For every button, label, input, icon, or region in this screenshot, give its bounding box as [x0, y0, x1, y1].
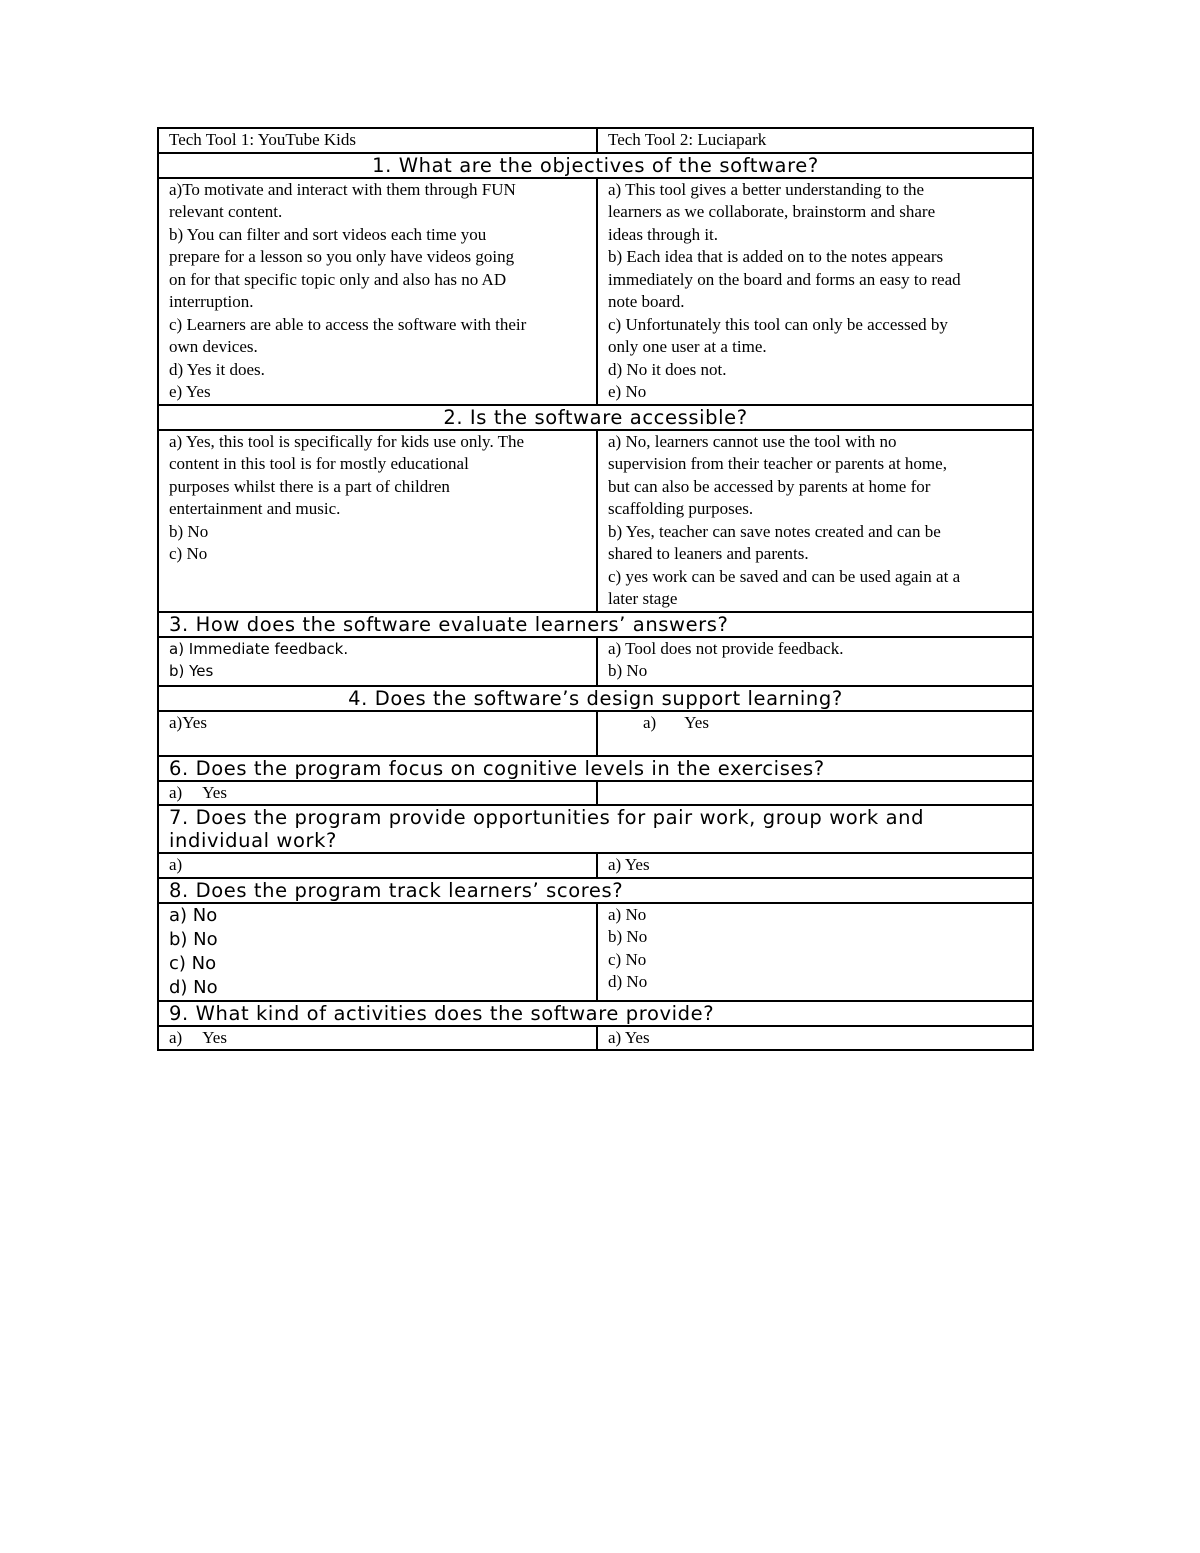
question-heading: 2. Is the software accessible?	[158, 405, 1033, 430]
tool1-answer: a)Yes	[158, 711, 597, 756]
tool1-answer: a)To motivate and interact with them through FUN relevant content. b) You can filter and sort videos each time you prepare for a lesson so you only have videos going on for that specific topic only and also has no AD interruption. c) Learners are able to access the software with their own devices. d) Yes it does. e) Yes	[158, 178, 597, 405]
tool1-answer: a)	[158, 853, 597, 878]
question-heading: 6. Does the program focus on cognitive levels in the exercises?	[158, 756, 1033, 781]
tool2-answer: a) This tool gives a better understanding to the learners as we collaborate, brainstorm and share ideas through it. b) Each idea that is added on to the notes appears immediately on the board and forms an easy to read note board. c) Unfortunately this tool can only be accessed by only one user at a time. d) No it does not. e) No	[597, 178, 1033, 405]
tool2-header: Tech Tool 2: Luciapark	[597, 128, 1033, 153]
answer-row	[158, 711, 1033, 756]
question-row	[158, 686, 1033, 711]
software-evaluation-table	[157, 127, 1034, 1051]
tool2-answer: a) No b) No c) No d) No	[597, 903, 1033, 1001]
question-heading: 7. Does the program provide opportunities for pair work, group work and individual work?	[158, 805, 1033, 853]
answer-row	[158, 178, 1033, 405]
tool2-answer: a) No, learners cannot use the tool with no supervision from their teacher or parents at home, but can also be accessed by parents at home for scaffolding purposes. b) Yes, teacher can save notes created and can be shared to leaners and parents. c) yes work can be saved and can be used again at a later stage	[597, 430, 1033, 612]
question-row	[158, 1001, 1033, 1026]
question-row	[158, 405, 1033, 430]
answer-row	[158, 781, 1033, 806]
question-row	[158, 153, 1033, 178]
question-heading: 3. How does the software evaluate learners’ answers?	[158, 612, 1033, 637]
question-heading: 4. Does the software’s design support learning?	[158, 686, 1033, 711]
question-row	[158, 805, 1033, 853]
answer-row	[158, 903, 1033, 1001]
tool2-answer: a) Yes	[597, 1026, 1033, 1051]
answer-row	[158, 1026, 1033, 1051]
question-heading: 1. What are the objectives of the software?	[158, 153, 1033, 178]
question-heading: 9. What kind of activities does the software provide?	[158, 1001, 1033, 1026]
tool1-answer: a) Yes	[158, 781, 597, 806]
tool2-answer	[597, 781, 1033, 806]
question-row	[158, 612, 1033, 637]
tool2-answer: a) Yes	[597, 853, 1033, 878]
question-row	[158, 878, 1033, 903]
header-row	[158, 128, 1033, 153]
tool1-answer: a) Yes, this tool is specifically for kids use only. The content in this tool is for mostly educational purposes whilst there is a part of children entertainment and music. b) No c) No	[158, 430, 597, 612]
tool1-answer: a) Immediate feedback. b) Yes	[158, 637, 597, 686]
tool1-answer: a) Yes	[158, 1026, 597, 1051]
answer-row	[158, 430, 1033, 612]
tool2-answer: a) Tool does not provide feedback. b) No	[597, 637, 1033, 686]
question-heading: 8. Does the program track learners’ scores?	[158, 878, 1033, 903]
tool1-answer: a) No b) No c) No d) No	[158, 903, 597, 1001]
tool2-answer: a) Yes	[597, 711, 1033, 756]
tool1-header: Tech Tool 1: YouTube Kids	[158, 128, 597, 153]
answer-row	[158, 853, 1033, 878]
question-row	[158, 756, 1033, 781]
answer-row	[158, 637, 1033, 686]
